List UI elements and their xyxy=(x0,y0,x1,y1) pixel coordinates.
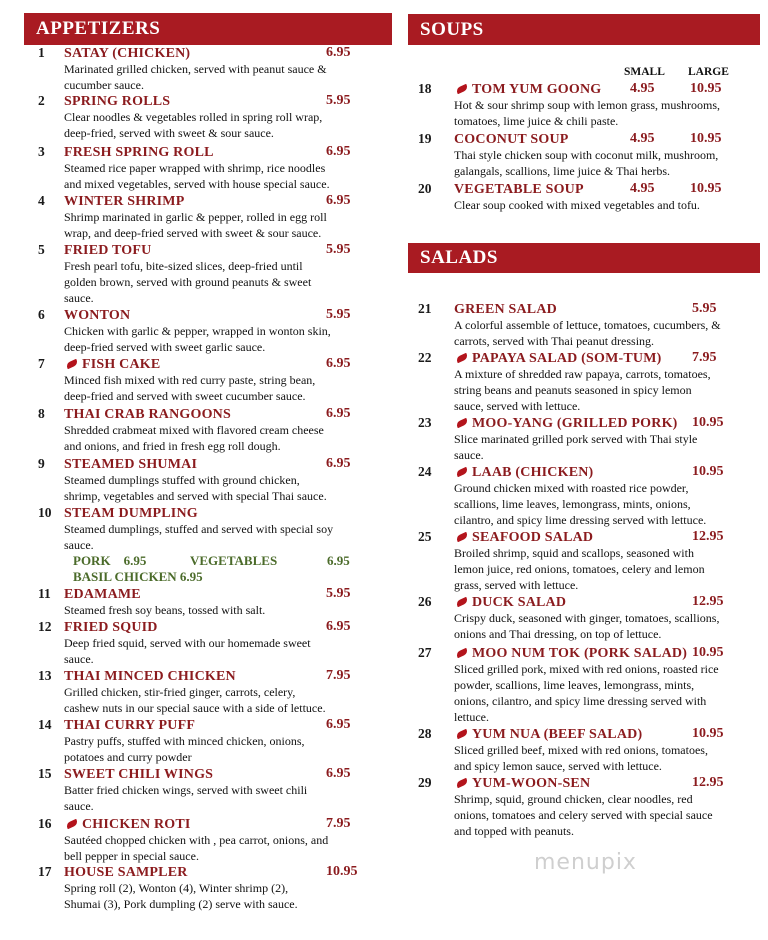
item-price: 6.95 xyxy=(326,766,351,781)
item-description-line: and mixed vegetables, served with house special sauce. xyxy=(64,177,330,191)
item-number: 20 xyxy=(418,181,432,196)
item-description-line: and spicy lemon sauce, served with lettuce. xyxy=(454,759,662,773)
item-description-line: onions and Thai dressing, on top of lettuce. xyxy=(454,627,662,641)
item-price-small: 4.95 xyxy=(630,181,655,196)
item-price: 10.95 xyxy=(692,645,724,660)
menu-item-title xyxy=(24,505,394,521)
item-description-line: potatoes and curry powder xyxy=(64,750,192,764)
menu-item xyxy=(24,816,394,864)
item-price: 7.95 xyxy=(326,668,351,683)
dumpling-variant-vegetables-price xyxy=(327,553,350,569)
item-price: 12.95 xyxy=(692,594,724,609)
item-description-line: sauce. xyxy=(64,652,94,666)
item-name: MOO-YANG (GRILLED PORK) xyxy=(472,416,678,431)
item-name: VEGETABLE SOUP xyxy=(454,182,584,197)
item-description-line: grass, served with lettuce. xyxy=(454,578,579,592)
item-price: 7.95 xyxy=(692,350,717,365)
soups-header: SOUPS xyxy=(408,14,760,45)
item-description-line: cashew nuts in our special sauce with a side of lettuce. xyxy=(64,701,326,715)
chili-pepper-icon xyxy=(65,819,78,830)
item-name: PAPAYA SALAD (SOM-TUM) xyxy=(472,351,662,366)
item-description-line: sauce, served with lettuce. xyxy=(454,399,581,413)
item-price: 12.95 xyxy=(692,529,724,544)
menu-item xyxy=(408,464,763,528)
item-price: 10.95 xyxy=(692,464,724,479)
item-description-line: sauce. xyxy=(64,291,94,305)
item-description-line: Steamed dumplings stuffed with ground chicken, xyxy=(64,473,300,487)
salads-header: SALADS xyxy=(408,243,760,273)
item-name: SWEET CHILI WINGS xyxy=(64,767,214,782)
item-description-line: Spring roll (2), Wonton (4), Winter shrimp (2), xyxy=(64,881,289,895)
item-description-line: Chicken with garlic & pepper, wrapped in wonton skin, xyxy=(64,324,331,338)
item-number: 21 xyxy=(418,301,432,316)
chili-pepper-icon xyxy=(455,597,468,608)
item-number: 29 xyxy=(418,775,432,790)
menu-item xyxy=(24,619,394,667)
item-name: THAI CURRY PUFF xyxy=(64,718,196,733)
item-price-large: 10.95 xyxy=(690,131,722,146)
item-description-line: wrap, and deep-fried served with sweet & sour sauce. xyxy=(64,226,322,240)
variant-label: BASIL CHICKEN xyxy=(73,569,177,584)
item-price: 6.95 xyxy=(326,456,351,471)
item-description-line: shrimp, vegetables and served with special Thai sauce. xyxy=(64,489,327,503)
item-name: YUM-WOON-SEN xyxy=(472,776,591,791)
menu-item xyxy=(24,45,394,93)
item-description-line: Sliced grilled pork, mixed with red onions, roasted rice xyxy=(454,662,719,676)
item-description-line: lettuce. xyxy=(454,710,489,724)
item-number: 28 xyxy=(418,726,432,741)
item-number: 7 xyxy=(38,356,45,371)
item-description-line: and onions, and fried in fresh egg roll dough. xyxy=(64,439,281,453)
menu-item xyxy=(24,766,394,814)
item-price: 5.95 xyxy=(326,242,351,257)
item-name: FRIED SQUID xyxy=(64,620,158,635)
variant-price: 6.95 xyxy=(327,553,350,568)
item-description-line: string beans and peanuts seasoned in spicy lemon xyxy=(454,383,692,397)
menu-item xyxy=(24,193,394,241)
item-number: 25 xyxy=(418,529,432,544)
item-name: LAAB (CHICKEN) xyxy=(472,465,594,480)
menu-item xyxy=(408,181,763,213)
item-number: 1 xyxy=(38,45,45,60)
item-number: 15 xyxy=(38,766,52,781)
chili-pepper-icon xyxy=(455,467,468,478)
item-number: 4 xyxy=(38,193,45,208)
item-description-line: Batter fried chicken wings, served with sweet chili xyxy=(64,783,308,797)
item-description-line: tomatoes, lime juice & chili paste. xyxy=(454,114,619,128)
item-number: 19 xyxy=(418,131,432,146)
chili-pepper-icon xyxy=(65,359,78,370)
item-number: 18 xyxy=(418,81,432,96)
item-name: TOM YUM GOONG xyxy=(472,82,602,97)
item-description-line: Fresh pearl tofu, bite-sized slices, deep-fried until xyxy=(64,259,303,273)
item-price: 6.95 xyxy=(326,717,351,732)
item-price: 5.95 xyxy=(326,586,351,601)
item-price: 7.95 xyxy=(326,816,351,831)
item-number: 10 xyxy=(38,505,52,520)
item-description-line: cucumber sauce. xyxy=(64,78,144,92)
item-name: STEAMED SHUMAI xyxy=(64,457,198,472)
item-description-line: Grilled chicken, stir-fried ginger, carrots, celery, xyxy=(64,685,296,699)
item-number: 26 xyxy=(418,594,432,609)
item-name: HOUSE SAMPLER xyxy=(64,865,188,880)
item-description-line: Shrimp marinated in garlic & pepper, rolled in egg roll xyxy=(64,210,327,224)
item-name: THAI CRAB RANGOONS xyxy=(64,407,231,422)
item-number: 13 xyxy=(38,668,52,683)
item-name: WINTER SHRIMP xyxy=(64,194,185,209)
item-description-line: Marinated grilled chicken, served with peanut sauce & xyxy=(64,62,327,76)
item-description-line: Sautéed chopped chicken with , pea carrot, onions, and xyxy=(64,833,329,847)
item-number: 12 xyxy=(38,619,52,634)
item-name: EDAMAME xyxy=(64,587,141,602)
item-description-line: sauce. xyxy=(64,538,94,552)
item-price-large: 10.95 xyxy=(690,81,722,96)
menu-item xyxy=(24,586,394,618)
dumpling-variant-vegetables xyxy=(190,553,277,569)
item-name: FRIED TOFU xyxy=(64,243,152,258)
item-description-line: Shrimp, squid, ground chicken, clear noodles, red xyxy=(454,792,693,806)
appetizers-header: APPETIZERS xyxy=(24,13,392,45)
item-description-line: Steamed rice paper wrapped with shrimp, rice noodles xyxy=(64,161,326,175)
item-description-line: Steamed dumplings, stuffed and served with special soy xyxy=(64,522,334,536)
dumpling-variant-basil-chicken xyxy=(73,569,203,585)
menu-item xyxy=(24,456,394,504)
item-name: SATAY (CHICKEN) xyxy=(64,46,191,61)
item-description-line: deep-fried and served with sweet cucumber sauce. xyxy=(64,389,306,403)
item-description-line: Clear noodles & vegetables rolled in spring roll wrap, xyxy=(64,110,323,124)
item-description-line: Shumai (3), Pork dumpling (2) serve with sauce. xyxy=(64,897,298,911)
chili-pepper-icon xyxy=(455,729,468,740)
item-description-line: scallions, lime leaves, lemongrass, mints, onions, xyxy=(454,497,691,511)
watermark-logo: menupix xyxy=(534,850,637,875)
item-description-line: onions, cilantro, and spicy lime dressing served with xyxy=(454,694,707,708)
item-description-line: lemon juice, red onions, tomatoes, celery and lemon xyxy=(454,562,705,576)
item-description-line: bell pepper in special sauce. xyxy=(64,849,199,863)
item-number: 23 xyxy=(418,415,432,430)
item-number: 22 xyxy=(418,350,432,365)
chili-pepper-icon xyxy=(455,648,468,659)
item-description-line: Hot & sour shrimp soup with lemon grass, mushrooms, xyxy=(454,98,720,112)
item-description-line: A colorful assemble of lettuce, tomatoes, cucumbers, & xyxy=(454,318,721,332)
item-number: 5 xyxy=(38,242,45,257)
large-size-header: LARGE xyxy=(688,66,729,78)
menu-item xyxy=(408,726,763,774)
variant-label: PORK xyxy=(73,553,111,568)
chili-pepper-icon xyxy=(455,418,468,429)
menu-item xyxy=(24,307,394,355)
item-price: 6.95 xyxy=(326,144,351,159)
item-name: SPRING ROLLS xyxy=(64,94,171,109)
menu-item xyxy=(24,406,394,454)
item-price-small: 4.95 xyxy=(630,81,655,96)
item-description-line: Sliced grilled beef, mixed with red onions, tomatoes, xyxy=(454,743,708,757)
item-description-line: Pastry puffs, stuffed with minced chicken, onions, xyxy=(64,734,305,748)
menu-item xyxy=(408,594,763,642)
item-description-line: sauce. xyxy=(64,799,94,813)
item-number: 6 xyxy=(38,307,45,322)
item-name: FISH CAKE xyxy=(82,357,161,372)
menu-item xyxy=(24,505,394,553)
menu-item xyxy=(408,131,763,179)
chili-pepper-icon xyxy=(455,778,468,789)
item-price: 5.95 xyxy=(326,307,351,322)
item-description-line: Thai style chicken soup with coconut milk, mushroom, xyxy=(454,148,719,162)
item-description-line: Broiled shrimp, squid and scallops, seasoned with xyxy=(454,546,694,560)
item-name: COCONUT SOUP xyxy=(454,132,569,147)
small-size-header: SMALL xyxy=(624,66,665,78)
item-name: CHICKEN ROTI xyxy=(82,817,191,832)
item-number: 2 xyxy=(38,93,45,108)
item-number: 27 xyxy=(418,645,432,660)
menu-item xyxy=(408,645,763,725)
menu-item xyxy=(408,415,763,463)
item-number: 11 xyxy=(38,586,51,601)
item-description-line: Steamed fresh soy beans, tossed with salt. xyxy=(64,603,266,617)
item-description-line: Deep fried squid, served with our homemade sweet xyxy=(64,636,311,650)
item-name: FRESH SPRING ROLL xyxy=(64,145,214,160)
item-price: 6.95 xyxy=(326,356,351,371)
item-description-line: and topped with peanuts. xyxy=(454,824,574,838)
item-price: 10.95 xyxy=(692,726,724,741)
item-description-line: onions, tomatoes and celery served with special sauce xyxy=(454,808,713,822)
menu-item xyxy=(24,864,394,912)
item-number: 24 xyxy=(418,464,432,479)
item-name: GREEN SALAD xyxy=(454,302,557,317)
menu-item xyxy=(24,717,394,765)
item-price-small: 4.95 xyxy=(630,131,655,146)
item-name: MOO NUM TOK (PORK SALAD) xyxy=(472,646,688,661)
item-name: SEAFOOD SALAD xyxy=(472,530,594,545)
item-price: 6.95 xyxy=(326,619,351,634)
menu-item xyxy=(408,350,763,414)
chili-pepper-icon xyxy=(455,532,468,543)
chili-pepper-icon xyxy=(455,84,468,95)
variant-label: VEGETABLES xyxy=(190,553,278,568)
item-name: THAI MINCED CHICKEN xyxy=(64,669,236,684)
item-name: YUM NUA (BEEF SALAD) xyxy=(472,727,643,742)
item-price: 10.95 xyxy=(692,415,724,430)
item-price: 6.95 xyxy=(326,45,351,60)
item-number: 3 xyxy=(38,144,45,159)
item-description-line: deep-fried served with sweet garlic sauce. xyxy=(64,340,266,354)
item-description-line: carrots, served with Thai peanut dressing. xyxy=(454,334,655,348)
item-description-line: deep-fried, served with sweet & sour sauce. xyxy=(64,126,274,140)
menu-item xyxy=(24,668,394,716)
menu-item xyxy=(24,93,394,141)
chili-pepper-icon xyxy=(455,353,468,364)
menu-item xyxy=(24,242,394,306)
item-description-line: Minced fish mixed with red curry paste, string bean, xyxy=(64,373,316,387)
item-name: WONTON xyxy=(64,308,131,323)
variant-price: 6.95 xyxy=(179,569,203,584)
item-description-line: Shredded crabmeat mixed with flavored cream cheese xyxy=(64,423,324,437)
menu-item xyxy=(24,356,394,404)
item-description-line: powder, scallions, lime leaves, lemongrass, mints, xyxy=(454,678,695,692)
item-description-line: Crispy duck, seasoned with ginger, tomatoes, scallions, xyxy=(454,611,720,625)
menu-item xyxy=(24,144,394,192)
menu-item xyxy=(408,81,763,129)
item-number: 17 xyxy=(38,864,52,879)
item-number: 14 xyxy=(38,717,52,732)
item-name: DUCK SALAD xyxy=(472,595,567,610)
item-description-line: Ground chicken mixed with roasted rice powder, xyxy=(454,481,689,495)
item-price: 12.95 xyxy=(692,775,724,790)
item-price: 5.95 xyxy=(692,301,717,316)
item-number: 16 xyxy=(38,816,52,831)
item-price: 5.95 xyxy=(326,93,351,108)
menu-item xyxy=(408,775,763,839)
menu-item xyxy=(408,301,763,349)
item-number: 8 xyxy=(38,406,45,421)
menu-item xyxy=(408,529,763,593)
item-description-line: A mixture of shredded raw papaya, carrots, tomatoes, xyxy=(454,367,711,381)
item-description-line: cilantro, and spicy lime dressing served with lettuce. xyxy=(454,513,707,527)
item-description-line: Slice marinated grilled pork served with Thai style xyxy=(454,432,698,446)
dumpling-variant-pork xyxy=(73,553,146,569)
item-description-line: Clear soup cooked with mixed vegetables and tofu. xyxy=(454,198,700,212)
item-price-large: 10.95 xyxy=(690,181,722,196)
item-price: 6.95 xyxy=(326,193,351,208)
item-number: 9 xyxy=(38,456,45,471)
item-price: 10.95 xyxy=(326,864,358,879)
item-description-line: golden brown, served with ground peanuts & sweet xyxy=(64,275,312,289)
item-description-line: galangals, scallions, lime juice & Thai herbs. xyxy=(454,164,671,178)
item-description-line: sauce. xyxy=(454,448,484,462)
variant-price: 6.95 xyxy=(123,553,147,568)
item-name: STEAM DUMPLING xyxy=(64,506,198,521)
item-price: 6.95 xyxy=(326,406,351,421)
